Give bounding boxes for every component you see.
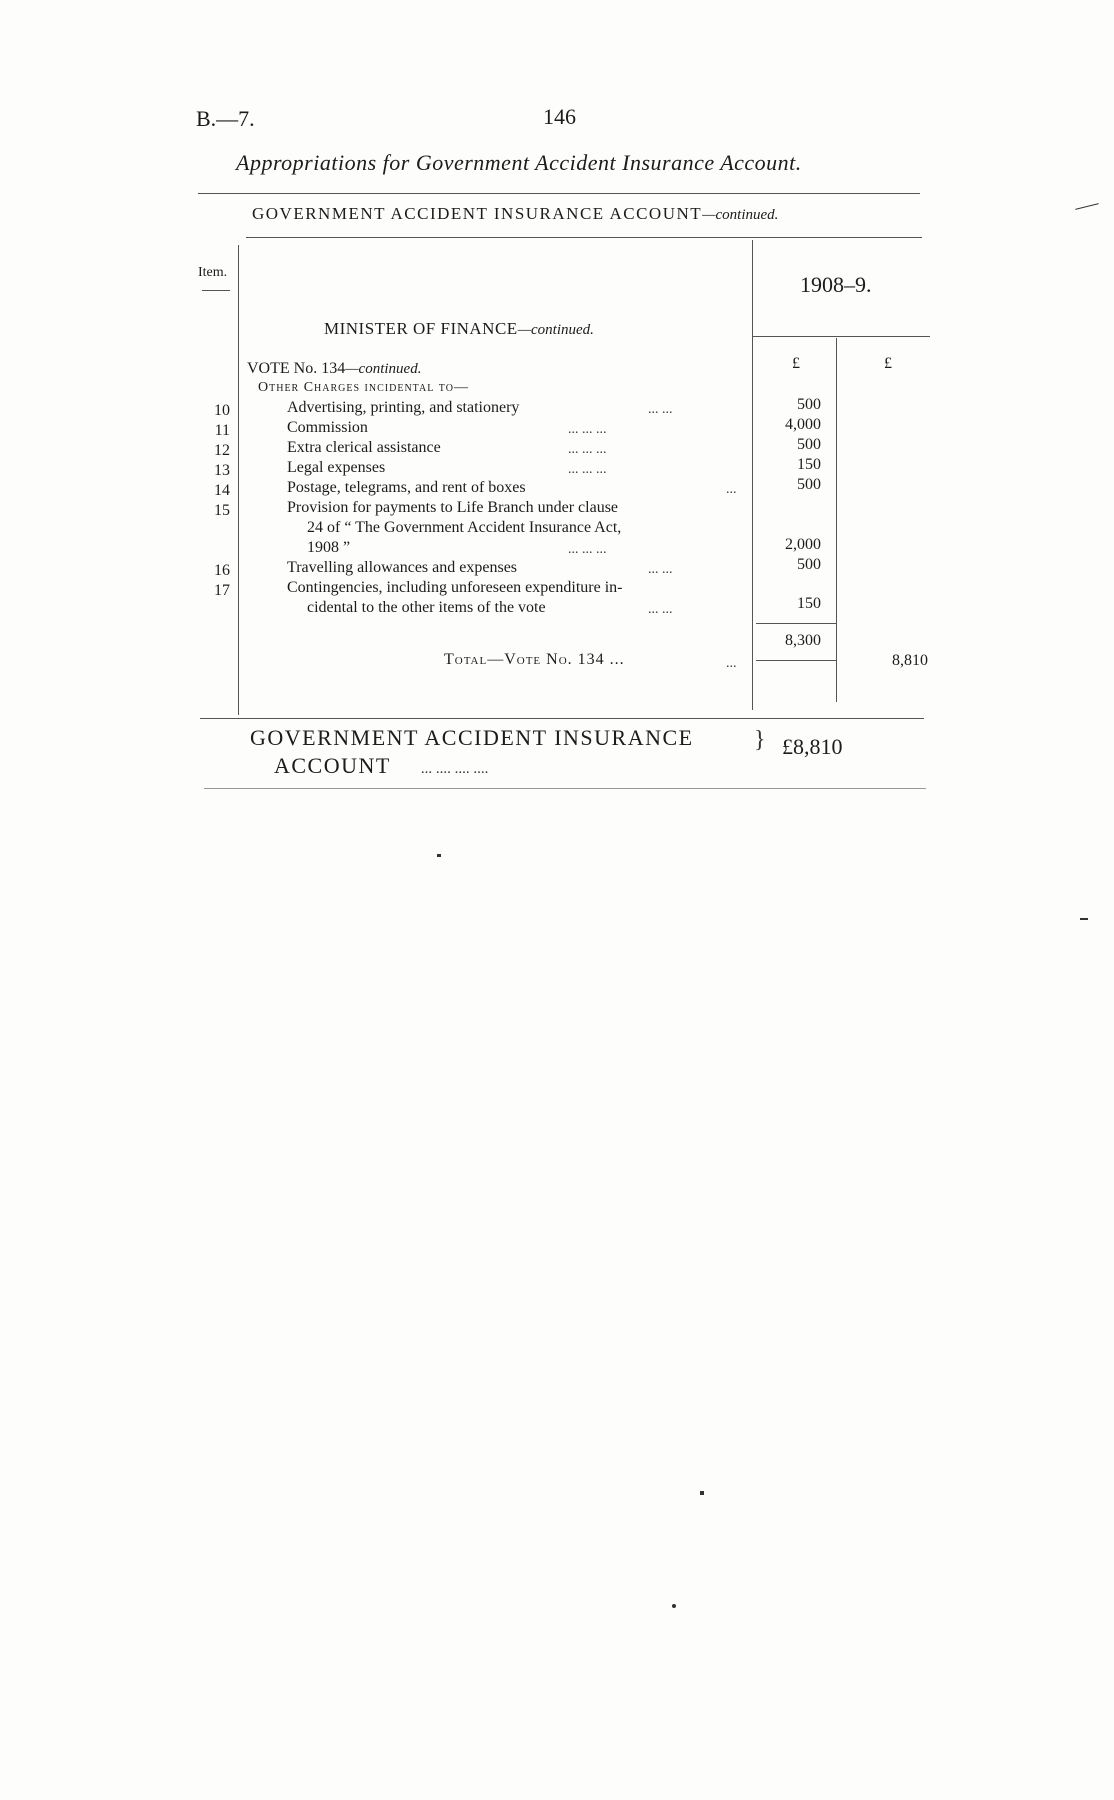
item-number: 16 — [214, 562, 230, 579]
item-description-continued: 1908 ” — [307, 539, 351, 556]
grand-total-label-line2 — [250, 752, 694, 783]
item-amount: 2,000 — [785, 536, 821, 553]
item-description: Advertising, printing, and stationery — [287, 399, 520, 416]
vote-text: VOTE No. 134 — [247, 360, 346, 377]
total-column-rule — [836, 338, 837, 702]
total-leader-dots: ... — [726, 656, 737, 671]
item-description: Commission — [287, 419, 368, 436]
subtotal-bottom-rule — [756, 660, 836, 661]
item-description: Contingencies, including unforeseen expenditure in- — [287, 579, 623, 596]
subtotal-amount: 8,300 — [785, 632, 821, 649]
item-column-rule — [238, 245, 239, 715]
total-label-text: Total—Vote No. 134 ... — [444, 651, 625, 668]
item-number: 12 — [214, 442, 230, 459]
minister-suffix: —continued. — [517, 322, 594, 338]
item-number: 11 — [214, 422, 230, 439]
leader-dots: ... ... — [648, 402, 673, 417]
minister-text: MINISTER OF FINANCE — [324, 319, 518, 338]
scan-speck — [700, 1491, 704, 1495]
grand-total-label-account: ACCOUNT — [274, 753, 391, 778]
subtotal-rule — [756, 623, 836, 624]
item-amount: 500 — [797, 396, 821, 413]
grand-total-amount: £8,810 — [782, 734, 843, 759]
scan-speck — [672, 1604, 676, 1608]
year-header-rule — [752, 336, 930, 337]
item-amount: 150 — [797, 456, 821, 473]
item-number: 17 — [214, 582, 230, 599]
item-number: 10 — [214, 402, 230, 419]
leader-dots: ... — [726, 482, 737, 497]
account-heading — [252, 204, 778, 224]
leader-dots: ... ... ... — [568, 442, 607, 457]
grand-total-label — [250, 724, 694, 783]
scan-speck — [1075, 203, 1099, 210]
item-description: Extra clerical assistance — [287, 439, 441, 456]
minister-heading — [324, 319, 594, 339]
item-column-header: Item. — [198, 265, 228, 280]
currency-symbol-detail: £ — [792, 355, 800, 372]
header-rule — [198, 193, 920, 194]
leader-dots: ... ... ... — [568, 462, 607, 477]
item-description: Legal expenses — [287, 459, 386, 476]
item-number: 14 — [214, 482, 230, 499]
table-top-rule — [246, 237, 922, 238]
item-amount: 150 — [797, 595, 821, 612]
leader-dots: ... ... ... — [568, 422, 607, 437]
item-header-underline — [202, 290, 230, 291]
grand-total-label-line1: GOVERNMENT ACCIDENT INSURANCE — [250, 725, 694, 750]
item-description: Provision for payments to Life Branch under clause — [287, 499, 619, 516]
grand-total-bottom-rule — [204, 788, 926, 789]
scan-speck — [437, 854, 441, 857]
total-amount: 8,810 — [892, 652, 928, 669]
page-subtitle: Appropriations for Government Accident Insurance Account. — [236, 150, 802, 175]
item-number: 15 — [214, 502, 230, 519]
item-description-continued: cidental to the other items of the vote — [307, 599, 546, 616]
document-reference: B.—7. — [196, 106, 255, 131]
grand-total-leader-dots: ... .... .... .... — [420, 761, 489, 777]
scan-speck — [1080, 918, 1088, 920]
item-description: Travelling allowances and expenses — [287, 559, 518, 576]
year-header: 1908–9. — [800, 272, 872, 297]
item-amount: 4,000 — [785, 416, 821, 433]
vote-suffix: —continued. — [345, 361, 422, 377]
account-heading-text: GOVERNMENT ACCIDENT INSURANCE ACCOUNT — [252, 204, 703, 223]
other-charges-heading: Other Charges incidental to— — [258, 380, 469, 395]
leader-dots: ... ... — [648, 562, 673, 577]
item-amount: 500 — [797, 436, 821, 453]
item-description: Postage, telegrams, and rent of boxes — [287, 479, 526, 496]
item-amount: 500 — [797, 476, 821, 493]
amount-column-rule — [752, 240, 753, 710]
vote-heading — [247, 360, 421, 378]
leader-dots: ... ... ... — [568, 542, 607, 557]
item-number: 13 — [214, 462, 230, 479]
account-heading-suffix: —continued. — [702, 207, 779, 223]
item-description-continued: 24 of “ The Government Accident Insurance Act, — [307, 519, 622, 536]
right-brace-icon: } — [754, 727, 766, 753]
page-number: 146 — [543, 104, 576, 129]
currency-symbol-total: £ — [884, 355, 892, 372]
grand-total-top-rule — [200, 718, 924, 719]
item-amount: 500 — [797, 556, 821, 573]
leader-dots: ... ... — [648, 602, 673, 617]
total-label — [444, 651, 625, 669]
